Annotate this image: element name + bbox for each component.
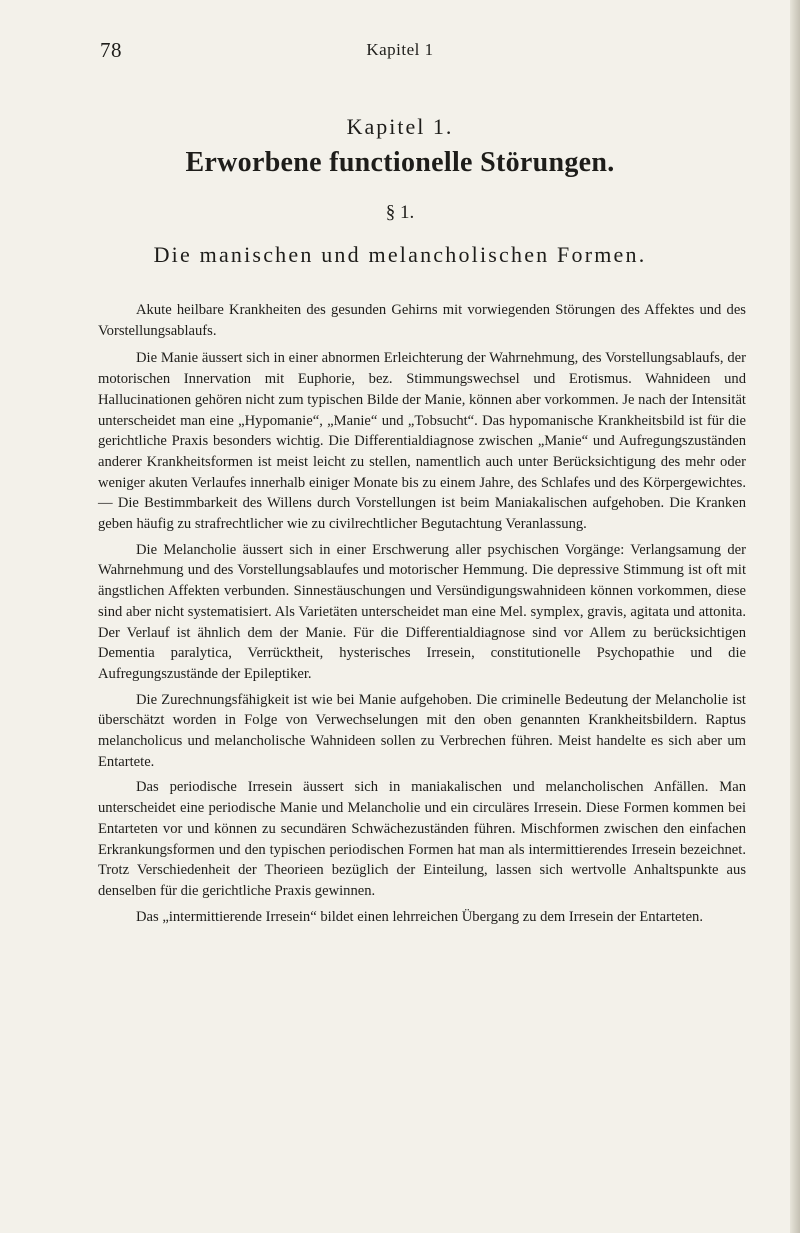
running-title: Kapitel 1 [366,40,434,59]
section-title: Die manischen und melancholischen Formen. [153,242,647,267]
page-number: 78 [100,38,122,62]
paragraph-intermittierendes-irresein: Das „intermittierende Irresein“ bildet einen lehrreichen Übergang zu dem Irresein der Entarteten. [136,908,704,925]
chapter-label: Kapitel 1. [346,114,454,139]
paragraph-melancholie: Die Melancholie äussert sich in einer Erschwerung aller psychischen Vorgänge: Verlangsamung der Wahrnehmung und des Vorstellungsablaufes und motorischer Hemmung. Die depressive Stimmung ist oft mit ängstlichen Affekten verbunden. Sinnestäuschungen und Versündigungswahnideen können vorkommen, diese sind aber nicht systematisiert. Als Varietäten unterscheidet man eine Mel. symplex, gravis, agitata und attonita. Der Verlauf ist ähnlich dem der Manie. Für die Differentialdiagnose sind vor Allem zu berücksichtigen Dementia paralytica, Verrücktheit, hysterisches Irresein, constitutionelle Psychopathie und die Aufregungszustände der Epileptiker. [98,541,746,682]
section-number: § 1. [385,202,415,223]
paragraph-zurechnungsfaehigkeit: Die Zurechnungsfähigkeit ist wie bei Manie aufgehoben. Die criminelle Bedeutung der Melancholie ist überschätzt worden in Folge von Verwechselungen mit den oben genannten Krankheitsbildern. Raptus melancholicus und melancholische Wahnideen sollen zu Verbrechen führen. Meist handelte es sich aber um Entartete. [98,691,746,770]
running-header [0,38,800,60]
body-text [98,300,746,927]
paragraph-summary: Akute heilbare Krankheiten des gesunden Gehirns mit vorwiegenden Störungen des Affektes und des Vorstellungsablaufs. [98,302,746,339]
chapter-title: Erworbene functionelle Störungen. [185,147,615,178]
page-edge-shadow [790,0,800,1233]
paragraph-periodisches-irresein: Das periodische Irresein äussert sich in maniakalischen und melancholischen Anfällen. Man unterscheidet eine periodische Manie und Melancholie und ein circuläres Irresein. Diese Formen kommen bei Entarteten vor und können zu secundären Schwächezuständen führen. Mischformen zwischen den einfachen Erkrankungsformen und den typischen periodischen Formen hat man als intermittierendes Irresein bezeichnet. Trotz Verschiedenheit der Theorieen bezüglich der Einteilung, lassen sich wertvolle Anhaltspunkte aus denselben für die gerichtliche Praxis gewinnen. [98,779,746,899]
paragraph-manie: Die Manie äussert sich in einer abnormen Erleichterung der Wahrnehmung, des Vorstellungsablaufs, der motorischen Innervation mit Euphorie, bez. Stimmungswechsel und Erotismus. Wahnideen und Hallucinationen gehören nicht zum typischen Bilde der Manie, können aber vorkommen. Je nach der Intensität unterscheidet man eine „Hypomanie“, „Manie“ und „Tobsucht“. Das hypomanische Krankheitsbild ist für die gerichtliche Praxis besonders wichtig. Die Differentialdiagnose zwischen „Manie“ und Aufregungszuständen anderer Krankheitsformen ist meist leicht zu stellen, namentlich auch unter Berücksichtigung des mehr oder weniger akuten Verlaufes innerhalb einiger Monate bis zu einem Jahre, des Schlafes und des Körpergewichtes. — Die Bestimmbarkeit des Willens durch Vorstellungen ist beim Maniakalischen aufgehoben. Die Kranken geben häufig zu strafrechtlicher wie zu civilrechtlicher Begutachtung Veranlassung. [98,350,746,533]
